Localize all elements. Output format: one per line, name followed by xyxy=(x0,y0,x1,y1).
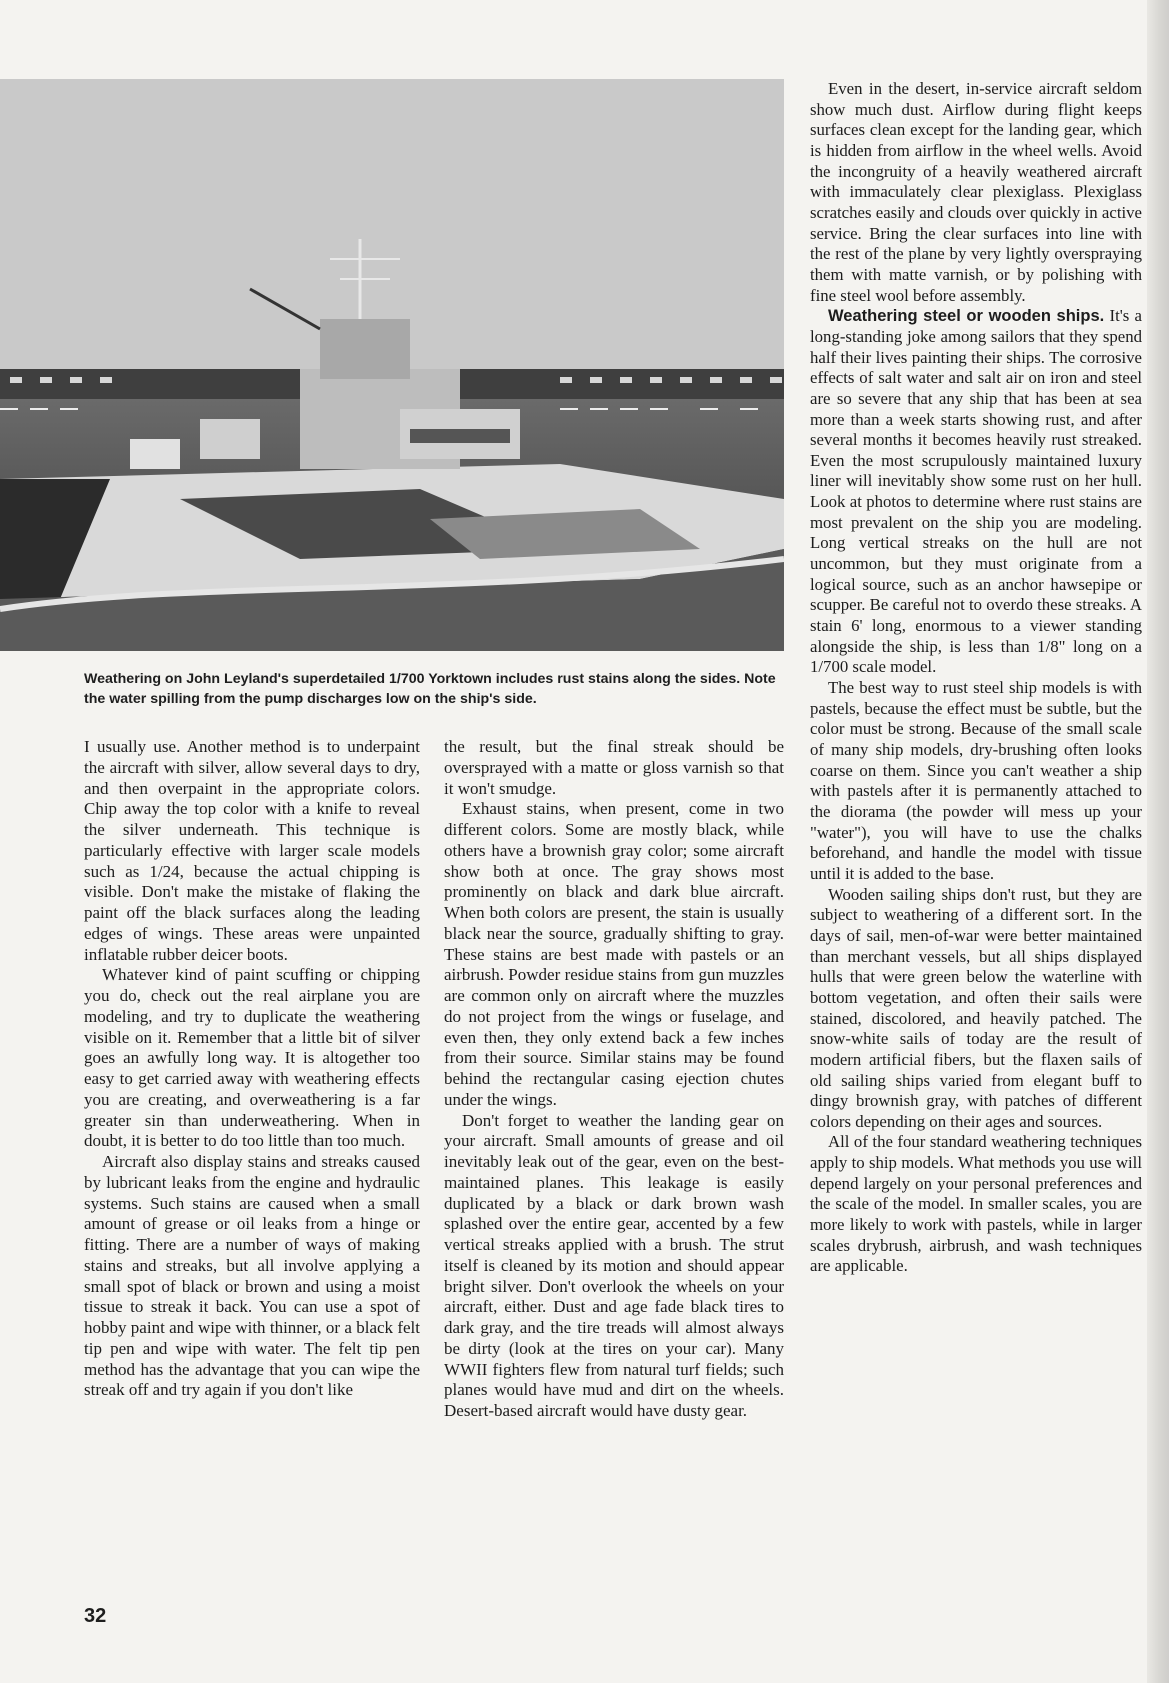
ship-illustration xyxy=(0,79,784,651)
paragraph: Whatever kind of paint scuffing or chipping you do, check out the real airplane you are modeling, and try to duplicate the weathering visible on it. Remember that a little bit of silver goes an awfully long way. It is altogether too easy to get carried away with weathering effects you are creating, and overweathering is a far greater sin than underweathering. When in doubt, it is better to do too little than too much. xyxy=(84,965,420,1151)
paragraph: Even in the desert, in-service aircraft seldom show much dust. Airflow during flight keeps surfaces clean except for the landing gear, which is hidden from airflow in the wheel wells. Avoid the incongruity of a heavily weathered aircraft with immaculately clear plexiglass. Plexiglass scratches easily and clouds over quickly in active service. Bring the clear surfaces into line with the rest of the plane by very lightly overspraying them with matte varnish, or by polishing with fine steel wool before assembly. xyxy=(810,79,1142,305)
paragraph: I usually use. Another method is to underpaint the aircraft with silver, allow several days to dry, and then overpaint in the appropriate colors. Chip away the top color with a knife to reveal the silver underneath. This technique is particularly effective with larger scale models such as 1/24, because the actual chipping is visible. Don't make the mistake of flaking the paint off the black surfaces along the leading edges of wings. These areas were unpainted inflatable rubber deicer boots. xyxy=(84,737,420,964)
photo-caption: Weathering on John Leyland's superdetailed 1/700 Yorktown includes rust stains along the sides. Note the water spilling from the pump discharges low on the ship's side. xyxy=(84,671,776,707)
paragraph: Exhaust stains, when present, come in two different colors. Some are mostly black, while others have a brownish gray color; some aircraft show both at once. The gray shows most prominently on black and dark blue aircraft. When both colors are present, the stain is usually black near the source, gradually shifting to gray. These stains are best made with pastels or an airbrush. Powder residue stains from gun muzzles are common only on aircraft where the muzzles do not project from the wings or fuselage, and even then, they only extend back a few inches from their source. Similar stains may be found behind the rectangular casing ejection chutes under the wings. xyxy=(444,799,784,1109)
section-paragraph xyxy=(810,306,1142,678)
paragraph: All of the four standard weathering techniques apply to ship models. What methods you use will depend largely on your personal preferences and the scale of the model. In smaller scales, you are more likely to work with pastels, while in larger scales drybrush, airbrush, and wash techniques are applicable. xyxy=(810,1132,1142,1276)
text-column-1 xyxy=(84,737,420,1401)
paragraph: The best way to rust steel ship models is with pastels, because the effect must be subtle, but the color must be strong. Because of the small scale of many ship models, dry-brushing often looks coarse on them. Since you can't weather a ship with pastels after it is permanently attached to the diorama (the powder will mess up your "water"), you will have to use the chalks beforehand, and handle the model with tissue until it is added to the base. xyxy=(810,678,1142,883)
page-number: 32 xyxy=(84,1605,107,1627)
paragraph: Aircraft also display stains and streaks caused by lubricant leaks from the engine and hydraulic systems. Such stains are caused when a small amount of grease or oil leaks from a hinge or fitting. There are a number of ways of making stains and streaks, but all involve applying a small spot of black or brown and using a moist tissue to streak it back. You can use a spot of hobby paint and wipe with thinner, or a black felt tip pen and wipe with water. The felt tip pen method has the advantage that you can wipe the streak off and try again if you don't like xyxy=(84,1152,420,1400)
page-edge xyxy=(1147,0,1169,1683)
paragraph: Don't forget to weather the landing gear on your aircraft. Small amounts of grease and oil inevitably leak out of the gear, even on the best-maintained planes. This leakage is easily duplicated by a black or dark brown wash splashed over the entire gear, accented by a few vertical streaks applied with a brush. The strut itself is cleaned by its motion and should appear bright silver. Don't overlook the wheels on your aircraft, either. Dust and age fade black tires to dark gray, and the tire treads will almost always be dirty (look at the tires on your car). Many WWII fighters flew from natural turf fields; such planes would have mud and dirt on the wheels. Desert-based aircraft would have dusty gear. xyxy=(444,1110,784,1420)
paragraph: the result, but the final streak should be oversprayed with a matte or gloss varnish so that it won't smudge. xyxy=(444,737,784,798)
paragraph: Wooden sailing ships don't rust, but they are subject to weathering of a different sort. In the days of sail, men-of-war were better maintained than merchant vessels, but all ships displayed hulls that were green below the waterline with bottom vegetation, and often their sails were stained, discolored, and heavily patched. The snow-white sails of today are the result of modern artificial fibers, but the flaxen sails of old sailing ships varied from elegant buff to dingy brownish gray, with patches of different colors depending on their ages and sources. xyxy=(810,884,1142,1131)
text-column-3 xyxy=(810,79,1142,1277)
ship-model-photo xyxy=(0,79,784,651)
text-column-2 xyxy=(444,737,784,1422)
paragraph-text: It's a long-standing joke among sailors that they spend half their lives painting their ships. The corrosive effects of salt water and salt air on iron and steel are so severe that any ship that has been at sea more than a week starts showing rust, and after several months it becomes heavily rust streaked. Even the most scrupulously maintained luxury liner will inevitably show some rust on her hull. Look at photos to determine where rust stains are most prevalent on the ship you are modeling. Long vertical streaks on the hull are not uncommon, but they must originate from a logical source, such as an anchor hawsepipe or scupper. Be careful not to overdo these streaks. A stain 6' long, enormous to a viewer standing alongside the ship, is less than 1/8" long on a 1/700 scale model. xyxy=(810,306,1143,677)
section-subhead: Weathering steel or wooden ships. xyxy=(828,307,1105,326)
